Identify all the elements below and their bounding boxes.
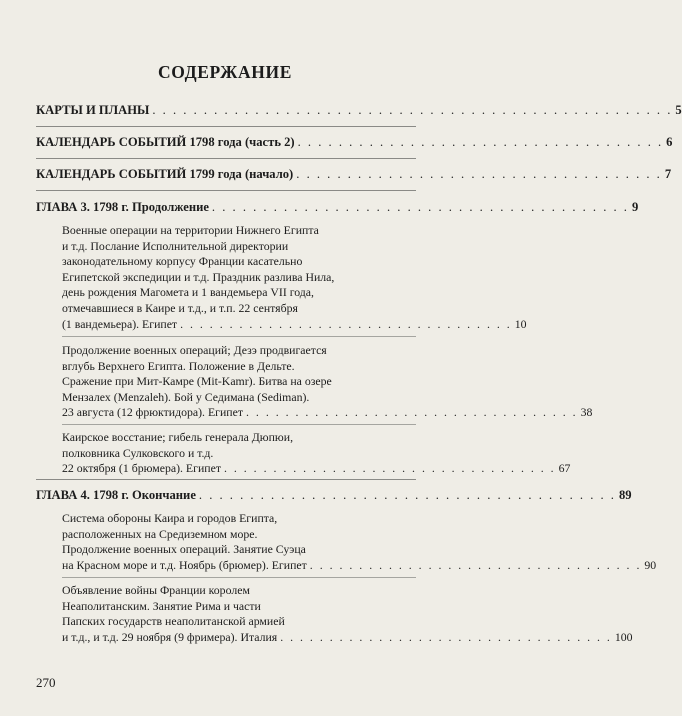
subsection-page: 67 [558,461,571,476]
subsection-line: Объявление войны Франции королем [62,583,250,597]
leader-dots: . . . . . . . . . . . . . . . . . . . . . . . . . . . . . . . . . . . . [297,135,664,149]
divider [36,479,416,480]
subsection-entry [62,223,527,332]
leader-dots: . . . . . . . . . . . . . . . . . . . . . . . . . . . . . . . . . . [246,405,578,420]
subsection-last-line [62,629,633,646]
page-number: 270 [36,675,56,690]
leader-dots: . . . . . . . . . . . . . . . . . . . . . . . . . . . . . . . . . . [180,316,512,331]
toc-entry-maps [36,102,682,118]
divider [36,158,416,159]
toc-entry-page: 9 [631,200,639,214]
toc-entry-calendar-1799 [36,166,672,182]
leader-dots: . . . . . . . . . . . . . . . . . . . . . . . . . . . . . . . . . . . . . . . . . [211,200,629,214]
toc-entry-text: КАЛЕНДАРЬ СОБЫТИЙ 1799 года (начало) [36,167,294,181]
subsection-line: (1 вандемьера). Египет [62,316,178,331]
subsection-line: Продолжение военных операций; Дезэ продвигается [62,343,327,357]
subsection-line: 23 августа (12 фрюктидора). Египет [62,405,244,420]
subsection-line: Каирское восстание; гибель генерала Дюпюи, [62,430,294,444]
subsection-line: Военные операции на территории Нижнего Египта [62,223,319,237]
subsection-line: Неаполитанским. Занятие Рима и части [62,598,261,613]
toc-entry-chapter-3 [36,199,639,215]
subsection-entry [62,430,571,477]
subsection-last-line [62,557,657,574]
subsection-line: полковника Сулковского и т.д. [62,445,214,460]
page-title: СОДЕРЖАНИЕ [157,62,292,82]
divider [62,577,416,578]
divider [62,336,416,337]
toc-entry-page: 89 [618,488,632,502]
subsection-line: на Красном море и т.д. Ноябрь (брюмер). Египет [62,557,307,572]
leader-dots: . . . . . . . . . . . . . . . . . . . . . . . . . . . . . . . . . . [309,557,642,572]
subsection-line: Сражение при Мит-Камре (Mit-Kamr). Битва на озере [62,374,332,389]
toc-entry-text: ГЛАВА 4. 1798 г. Окончание [36,488,196,502]
leader-dots: . . . . . . . . . . . . . . . . . . . . . . . . . . . . . . . . . . . . . . . . . . . . . . . . . . . [152,103,673,117]
subsection-line: Папских государств неаполитанской армией [62,614,285,629]
subsection-last-line [62,316,527,333]
toc-entry-page: 5 [675,103,682,117]
toc-entry-text: КАЛЕНДАРЬ СОБЫТИЙ 1798 года (часть 2) [36,135,295,149]
subsection-line: и т.д. Послание Исполнительной директории [62,238,289,253]
subsection-line: Египетской экспедиции и т.д. Праздник разлива Нила, [62,269,335,284]
toc-entry-text: КАРТЫ И ПЛАНЫ [36,103,150,117]
toc-entry-page: 7 [664,167,672,181]
toc-entry-chapter-4 [36,487,632,503]
subsection-last-line [62,405,593,421]
subsection-line: расположенных на Средиземном море. [62,526,258,541]
subsection-line: вглубь Верхнего Египта. Положение в Дельте. [62,358,295,373]
divider [36,190,416,191]
toc-entry-text: ГЛАВА 3. 1798 г. Продолжение [36,200,209,214]
leader-dots: . . . . . . . . . . . . . . . . . . . . . . . . . . . . . . . . . . [280,629,612,644]
subsection-line: день рождения Магомета и 1 вандемьера VII года, [62,285,314,300]
divider [62,424,416,425]
leader-dots: . . . . . . . . . . . . . . . . . . . . . . . . . . . . . . . . . . . . [296,167,662,181]
subsection-page: 38 [580,405,593,420]
subsection-line: Продолжение военных операций. Занятие Суэца [62,542,306,557]
toc-entry-calendar-1798 [36,134,673,150]
subsection-page: 90 [644,557,657,572]
subsection-line: отмечавшиеся в Каире и т.д., и т.п. 22 сентября [62,300,298,315]
subsection-line: 22 октября (1 брюмера). Египет [62,461,221,476]
subsection-page: 10 [514,316,527,331]
divider [36,126,416,127]
leader-dots: . . . . . . . . . . . . . . . . . . . . . . . . . . . . . . . . . . [223,461,556,476]
subsection-line: и т.д., и т.д. 29 ноября (9 фримера). Италия [62,629,278,644]
subsection-last-line [62,461,571,477]
subsection-line: законодательному корпусу Франции касательно [62,254,303,269]
subsection-entry [62,511,657,573]
subsection-line: Мензалех (Menzaleh). Бой у Седимана (Sediman). [62,389,310,404]
leader-dots: . . . . . . . . . . . . . . . . . . . . . . . . . . . . . . . . . . . . . . . . . [198,488,616,502]
toc-entry-page: 6 [666,135,673,149]
subsection-entry [62,343,593,421]
subsection-entry [62,583,633,645]
subsection-line: Система обороны Каира и городов Египта, [62,511,278,525]
subsection-page: 100 [614,629,633,644]
